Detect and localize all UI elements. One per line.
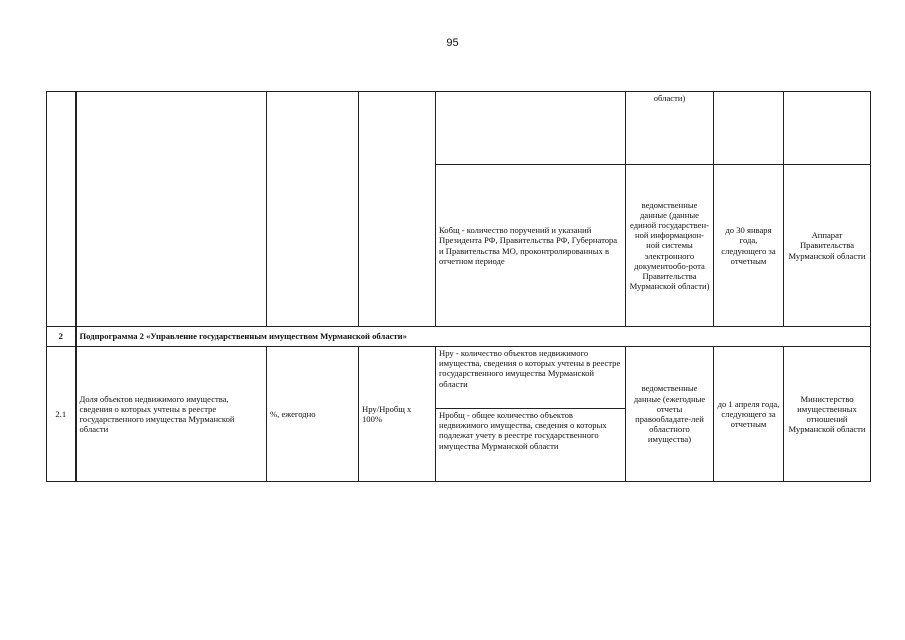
cell-responsible-empty: [784, 92, 871, 165]
page-number: 95: [446, 37, 459, 49]
table-row-continued-a: [47, 92, 871, 165]
cell-source: ведомственные данные (данные единой государствен-ной информацион-ной системы электронного документообо-рота Правительства Мурманской области): [626, 165, 714, 327]
cell-responsible: Аппарат Правительства Мурманской области: [784, 165, 871, 327]
cell-deadline-empty: [714, 92, 784, 165]
subprogram-row: [47, 327, 871, 347]
row-number: 2.1: [47, 347, 76, 482]
cell-calc: Нру/Нробщ х 100%: [359, 347, 436, 482]
cell-unit-empty: [267, 92, 359, 327]
cell-formula-empty: [436, 92, 626, 165]
cell-formula-nrobsch: Нробщ - общее количество объектов недвижимого имущества, сведения о которых подлежат учету в реестре государственного имущества Мурманской области: [436, 409, 626, 482]
cell-formula-nru: Нру - количество объектов недвижимого имущества, сведения о которых учтены в реестре государственного имущества Мурманской области: [436, 347, 626, 409]
subprogram-number: 2: [47, 327, 76, 347]
cell-unit: %, ежегодно: [267, 347, 359, 482]
cell-deadline: до 30 января года, следующего за отчетным: [714, 165, 784, 327]
subprogram-title: Подпрограмма 2 «Управление государственным имуществом Мурманской области»: [76, 327, 871, 347]
cell-indicator: Доля объектов недвижимого имущества, сведения о которых учтены в реестре государственного имущества Мурманской области: [76, 347, 267, 482]
cell-formula-kobsch: Кобщ - количество поручений и указаний Президента РФ, Правительства РФ, Губернатора и Правительства МО, проконтролированных в отчетном периоде: [436, 165, 626, 327]
cell-deadline-2-1: до 1 апреля года, следующего за отчетным: [714, 347, 784, 482]
cell-responsible-2-1: Министерство имущественных отношений Мурманской области: [784, 347, 871, 482]
cell-calc-empty: [359, 92, 436, 327]
indicators-table: [46, 91, 871, 482]
cell-source-tail: области): [626, 92, 714, 165]
cell-source-2-1: ведомственные данные (ежегодные отчеты правообладате-лей областного имущества): [626, 347, 714, 482]
cell-number-empty: [47, 92, 76, 327]
table-row-2-1-a: [47, 347, 871, 409]
cell-indicator-empty: [76, 92, 267, 327]
